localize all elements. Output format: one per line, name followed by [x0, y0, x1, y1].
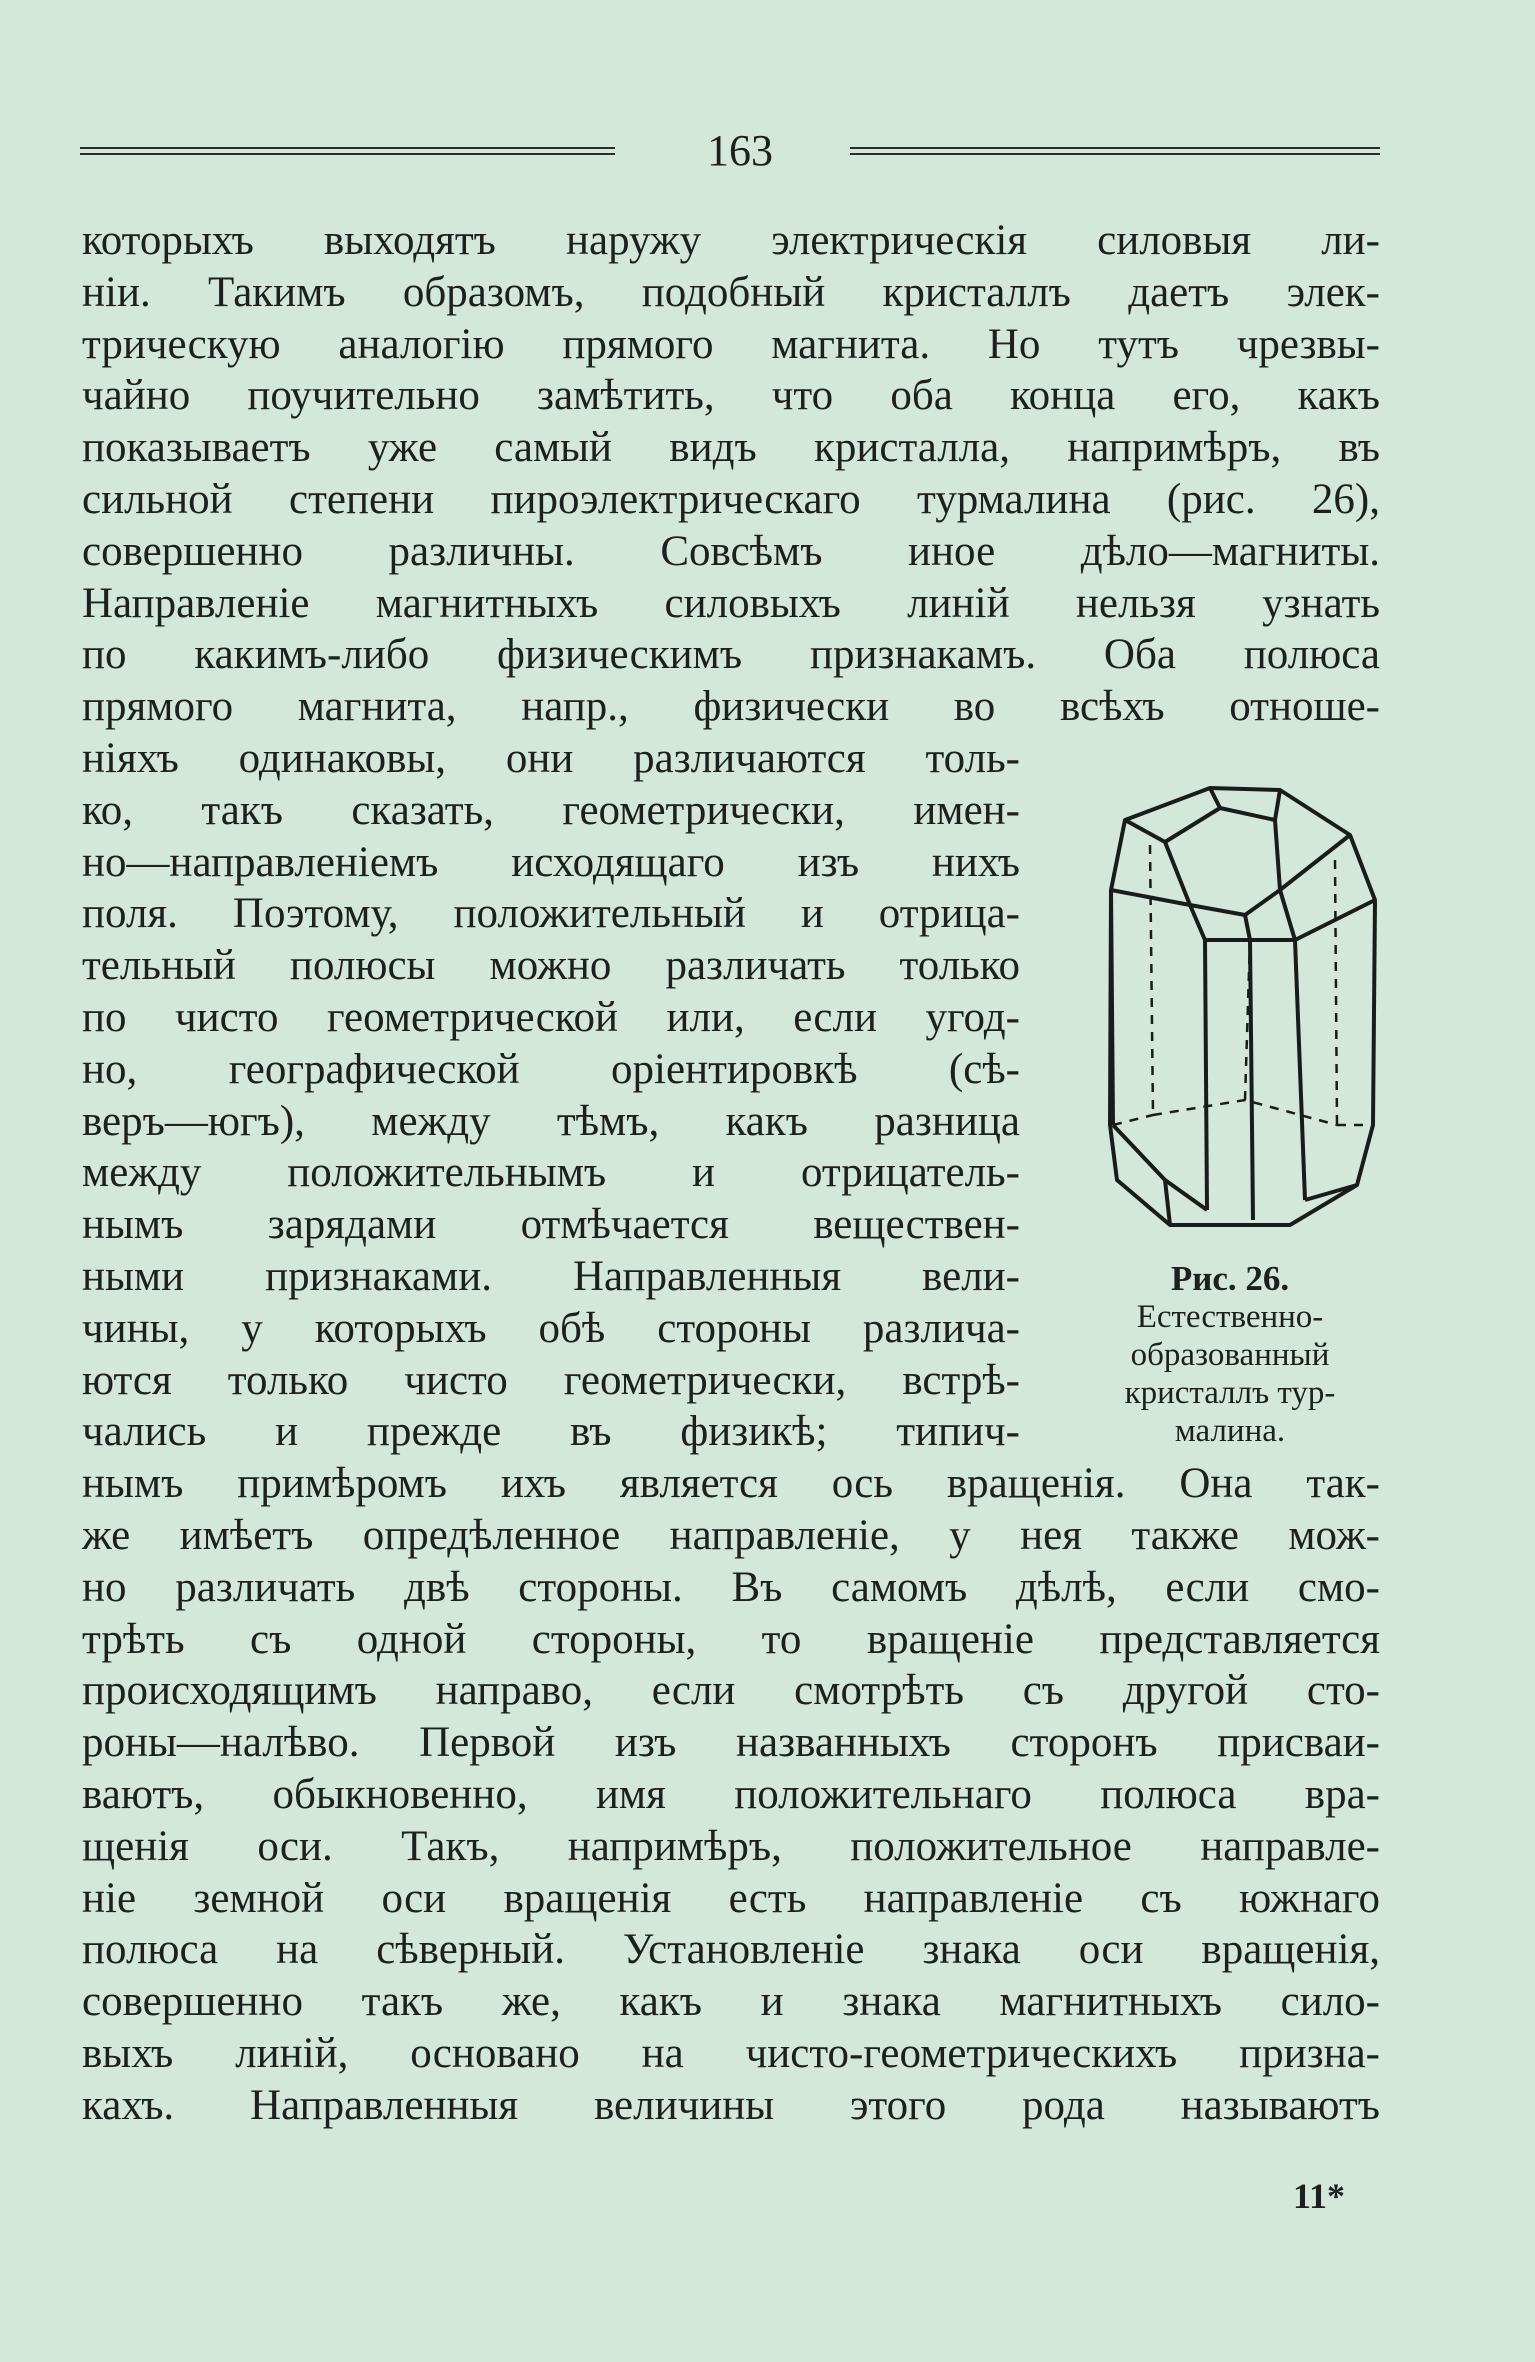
text-line: ными признаками. Направленныя вели-: [82, 1252, 1020, 1300]
text-line: чины, у которыхъ обѣ стороны различа-: [82, 1304, 1020, 1352]
figure-26: [1080, 780, 1380, 1450]
text-line: по чисто геометрической или, если угод-: [82, 993, 1020, 1041]
text-line: ніе земной оси вращенія есть направленіе съ южнаго: [82, 1874, 1380, 1922]
page-header: [80, 125, 1380, 185]
caption-line: образованный: [1130, 1337, 1330, 1373]
text-line: чались и прежде въ физикѣ; типич-: [82, 1408, 1020, 1456]
text-line: нымъ примѣромъ ихъ является ось вращенія. Она так-: [82, 1460, 1380, 1508]
text-line: между положительнымъ и отрицатель-: [82, 1149, 1020, 1197]
text-line: совершенно такъ же, какъ и знака магнитныхъ сило-: [82, 1978, 1380, 2026]
caption-line: малина.: [1174, 1413, 1286, 1449]
text-line: полюса на сѣверный. Установленіе знака оси вращенія,: [82, 1926, 1380, 1974]
header-rule-right: [850, 147, 1380, 161]
text-line: Направленіе магнитныхъ силовыхъ линій нельзя узнать: [82, 579, 1380, 627]
text-line: же имѣетъ опредѣленное направленіе, у нея также мож-: [82, 1511, 1380, 1559]
figure-caption-lines: [1080, 1298, 1380, 1450]
text-line: нымъ зарядами отмѣчается веществен-: [82, 1201, 1020, 1249]
signature-mark: 11*: [1292, 2176, 1345, 2216]
figure-caption: [1080, 1260, 1380, 1450]
text-block-top: [82, 215, 1380, 733]
text-line: веръ—югъ), между тѣмъ, какъ разница: [82, 1097, 1020, 1145]
text-block-bottom: [82, 1458, 1380, 2131]
text-line: щенія оси. Такъ, напримѣръ, положительное направле-: [82, 1822, 1380, 1870]
text-line: роны—налѣво. Первой изъ названныхъ сторонъ присваи-: [82, 1719, 1380, 1767]
text-line: ются только чисто геометрически, встрѣ-: [82, 1356, 1020, 1404]
text-line: выхъ линій, основано на чисто-геометрическихъ призна-: [82, 2029, 1380, 2077]
text-line: трическую аналогію прямого магнита. Но тутъ чрезвы-: [82, 320, 1380, 368]
caption-line: кристаллъ тур-: [1124, 1375, 1336, 1411]
header-rule-left: [80, 147, 615, 161]
text-line: происходящимъ направо, если смотрѣть съ другой сто-: [82, 1667, 1380, 1715]
text-line: но, географической оріентировкѣ (сѣ-: [82, 1045, 1020, 1093]
text-line: поля. Поэтому, положительный и отрица-: [82, 890, 1020, 938]
text-line: сильной степени пироэлектрическаго турмалина (рис. 26),: [82, 475, 1380, 523]
text-line: ко, такъ сказать, геометрически, имен-: [82, 786, 1020, 834]
page-number: 163: [707, 126, 773, 175]
text-line: ніи. Такимъ образомъ, подобный кристаллъ даетъ элек-: [82, 268, 1380, 316]
figure-caption-title: Рис. 26.: [1170, 1259, 1290, 1298]
text-line: но различать двѣ стороны. Въ самомъ дѣлѣ, если смо-: [82, 1563, 1380, 1611]
tourmaline-crystal-illustration: [1095, 780, 1385, 1240]
text-line: совершенно различны. Совсѣмъ иное дѣло—магниты.: [82, 527, 1380, 575]
text-line: по какимъ-либо физическимъ признакамъ. Оба полюса: [82, 631, 1380, 679]
text-line: но—направленіемъ исходящаго изъ нихъ: [82, 838, 1020, 886]
text-line: прямого магнита, напр., физически во всѣхъ отноше-: [82, 683, 1380, 731]
text-line: тельный полюсы можно различать только: [82, 942, 1020, 990]
caption-line: Естественно-: [1136, 1299, 1324, 1335]
text-line: которыхъ выходятъ наружу электрическія силовыя ли-: [82, 217, 1380, 264]
text-line: ваютъ, обыкновенно, имя положительнаго полюса вра-: [82, 1770, 1380, 1818]
text-line: ніяхъ одинаковы, они различаются толь-: [82, 734, 1020, 782]
text-line: трѣть съ одной стороны, то вращеніе представляется: [82, 1615, 1380, 1663]
text-line: чайно поучительно замѣтить, что оба конца его, какъ: [82, 372, 1380, 420]
text-line: показываетъ уже самый видъ кристалла, напримѣръ, въ: [82, 424, 1380, 472]
text-line: кахъ. Направленныя величины этого рода называютъ: [82, 2081, 1380, 2129]
